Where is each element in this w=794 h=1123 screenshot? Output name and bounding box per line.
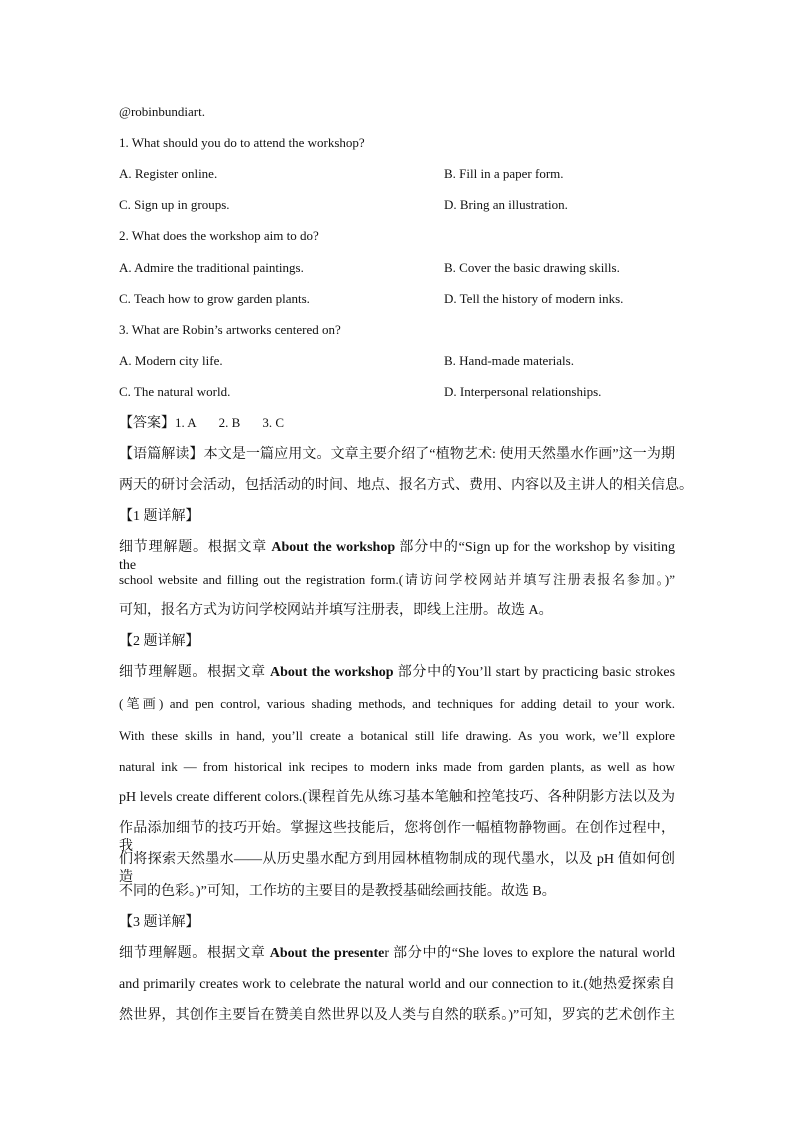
q1-section-name: About the workshop <box>271 540 396 555</box>
q1-detail-line-2: school website and filling out the registration form.(请访问学校网站并填写注册表报名参加。)” <box>119 572 675 587</box>
q3-detail-line-1: 细节理解题。根据文章 About the presenter 部分中的“She loves to explore the natural world <box>119 946 676 961</box>
answer-item-2: 2. B <box>218 415 241 430</box>
passage-analysis-label: 【语篇解读】 <box>119 447 204 462</box>
question-3-stem: 3. What are Robin’s artworks centered on? <box>119 322 341 337</box>
question-2-option-c: C. Teach how to grow garden plants. <box>119 291 310 306</box>
q2-detail-line-7: 们将探索天然墨水——从历史墨水配方到用园林植物制成的现代墨水，以及 pH 值如何创造 <box>119 852 675 885</box>
header-handle: @robinbundiart. <box>119 104 205 119</box>
q2-section-name: About the workshop <box>270 665 394 680</box>
question-1-stem: 1. What should you do to attend the workshop? <box>119 135 365 150</box>
question-1-option-a: A. Register online. <box>119 166 218 181</box>
q3-detail-line-3: 然世界，其创作主要旨在赞美自然世界以及人类与自然的联系。)”可知，罗宾的艺术创作主 <box>119 1008 675 1023</box>
question-3-option-c: C. The natural world. <box>119 384 231 399</box>
q1-detail-line-1: 细节理解题。根据文章 About the workshop 部分中的“Sign up for the workshop by visiting the <box>119 540 676 573</box>
question-3-option-d: D. Interpersonal relationships. <box>444 384 602 399</box>
q2-detail-line-3: With these skills in hand, you’ll create a botanical still life drawing. As you work, we’ll explore <box>119 728 675 743</box>
q3-detail-heading: 【3 题详解】 <box>119 915 200 930</box>
answer-item-3: 3. C <box>262 415 285 430</box>
question-2-option-b: B. Cover the basic drawing skills. <box>444 260 620 275</box>
q2-detail-line-6: 作品添加细节的技巧开始。掌握这些技能后，您将创作一幅植物静物画。在创作过程中，我 <box>119 821 675 854</box>
q2-detail-line-8: 不同的色彩。)”可知，工作坊的主要目的是教授基础绘画技能。故选 B。 <box>119 884 556 899</box>
passage-analysis-line-1: 【语篇解读】本文是一篇应用文。文章主要介绍了“植物艺术: 使用天然墨水作画”这一为期 <box>119 447 676 462</box>
question-2-stem: 2. What does the workshop aim to do? <box>119 228 319 243</box>
question-1-option-c: C. Sign up in groups. <box>119 197 230 212</box>
answer-label: 【答案】 <box>119 416 175 431</box>
passage-analysis-line-2: 两天的研讨会活动，包括活动的时间、地点、报名方式、费用、内容以及主讲人的相关信息。 <box>119 478 693 493</box>
question-1-option-d: D. Bring an illustration. <box>444 197 568 212</box>
answer-line <box>119 414 675 433</box>
q2-detail-line-2: (笔画) and pen control, various shading methods, and techniques for adding detail to your work. <box>119 696 675 711</box>
q2-detail-line-5: pH levels create different colors.(课程首先从练习基本笔触和控笔技巧、各种阴影方法以及为 <box>119 790 675 805</box>
q1-detail-heading: 【1 题详解】 <box>119 509 200 524</box>
q2-detail-line-1: 细节理解题。根据文章 About the workshop 部分中的You’ll start by practicing basic strokes <box>119 665 676 680</box>
q3-detail-line-2: and primarily creates work to celebrate the natural world and our connection to it.(她热爱探索自 <box>119 977 675 992</box>
q1-detail-line-3: 可知，报名方式为访问学校网站并填写注册表，即线上注册。故选 A。 <box>119 603 553 618</box>
q2-detail-line-4: natural ink — from historical ink recipes to modern inks made from garden plants, as well as how <box>119 759 675 774</box>
q2-detail-heading: 【2 题详解】 <box>119 634 200 649</box>
question-2-option-d: D. Tell the history of modern inks. <box>444 291 624 306</box>
question-3-option-a: A. Modern city life. <box>119 353 223 368</box>
answer-item-1: 1. A <box>175 415 197 430</box>
question-3-option-b: B. Hand-made materials. <box>444 353 574 368</box>
q3-section-name: About the presente <box>269 946 385 961</box>
question-1-option-b: B. Fill in a paper form. <box>444 166 564 181</box>
question-2-option-a: A. Admire the traditional paintings. <box>119 260 304 275</box>
